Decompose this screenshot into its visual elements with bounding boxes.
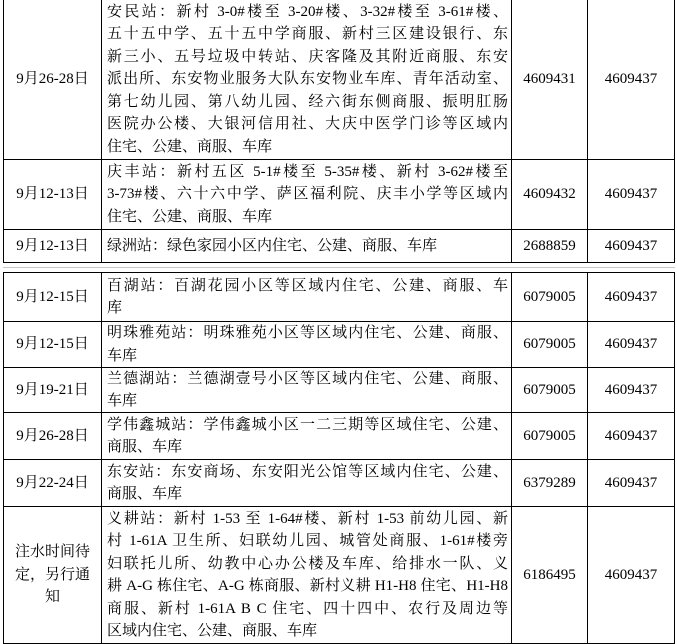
station-cell bbox=[102, 322, 512, 367]
date-cell bbox=[4, 413, 102, 459]
station-line: 百湖站：百湖花园小区等区域内住宅、公建、商服、车 bbox=[107, 277, 508, 294]
phone-number-2-cell bbox=[588, 160, 675, 229]
station-line: 医院办公楼、大银河信用社、大庆中医学门诊等区域内 bbox=[107, 116, 508, 133]
station-cell bbox=[102, 160, 512, 229]
station-cell bbox=[102, 460, 512, 506]
table-section bbox=[3, 272, 675, 644]
station-line: 明珠雅苑站：明珠雅苑小区等区域内住宅、公建、商服、 bbox=[107, 325, 508, 341]
date-cell bbox=[4, 273, 102, 321]
phone-number-1: 6379289 bbox=[523, 474, 576, 491]
station-line: 新三小、五号垃圾中转站、庆客隆及其附近商服、东安 bbox=[107, 48, 508, 65]
station-line: 耕 A-G 栋住宅、A-G 栋商服、新村义耕 H1-H8 住宅、H1-H8 bbox=[107, 578, 508, 594]
phone-number-1-cell bbox=[512, 322, 588, 367]
phone-number-1-cell bbox=[512, 460, 588, 506]
station-line: 住宅、公建、商服、车库 bbox=[107, 138, 273, 155]
phone-number-1-cell bbox=[512, 368, 588, 412]
phone-number-2: 4609437 bbox=[604, 381, 658, 398]
station-line: 商服、新村 1-61A B C 住宅、四十四中、农行及周边等 bbox=[107, 600, 508, 617]
station-line: 妇联托儿所、幼教中心办公楼及车库、给排水一队、义 bbox=[107, 555, 508, 572]
station-line: 兰德湖站：兰德湖壹号小区等区域内住宅、公建、商服、 bbox=[107, 370, 508, 387]
station-line: 庆丰站：新村五区 5-1#楼至 5-35#楼、新村 3-62#楼至 bbox=[107, 163, 508, 180]
phone-number-1: 6079005 bbox=[523, 336, 576, 352]
phone-number-2-cell bbox=[588, 507, 675, 643]
station-line: 东安站：东安商场、东安阳光公馆等区域内住宅、公建、 bbox=[107, 463, 508, 480]
phone-number-2-cell bbox=[588, 413, 675, 459]
phone-number-1: 4609432 bbox=[523, 186, 576, 202]
phone-number-1-cell bbox=[512, 507, 588, 643]
station-line: 派出所、东安物业服务大队东安物业车库、青年活动室、 bbox=[107, 71, 508, 88]
station-line: 车库 bbox=[107, 347, 138, 364]
date-cell bbox=[4, 0, 102, 159]
station-line: 学伟鑫城站：学伟鑫城小区一二三期等区域住宅、公建、 bbox=[107, 416, 508, 433]
station-line: 3-73#楼、六十六中学、萨区福利院、庆丰小学等区域内 bbox=[107, 186, 508, 203]
date-text: 9月26-28日 bbox=[16, 71, 89, 88]
phone-number-1: 2688859 bbox=[523, 237, 576, 254]
table-row bbox=[4, 368, 675, 413]
station-cell bbox=[102, 507, 512, 643]
phone-number-1-cell bbox=[512, 0, 588, 159]
station-line: 商服、车库 bbox=[107, 439, 183, 455]
date-cell bbox=[4, 507, 102, 643]
station-line: 第七幼儿园、第八幼儿园、经六街东侧商服、振明肛肠 bbox=[107, 93, 508, 110]
station-line: 五十五中学、五十五中学商服、新村三区建设银行、东 bbox=[107, 26, 508, 43]
date-cell bbox=[4, 322, 102, 367]
table-row bbox=[4, 460, 675, 507]
phone-number-1-cell bbox=[512, 160, 588, 229]
station-line: 区域内住宅、公建、商服、车库 bbox=[107, 623, 318, 639]
date-text: 定，另行通 bbox=[14, 566, 90, 583]
table-row bbox=[4, 413, 675, 460]
station-line: 库 bbox=[107, 300, 123, 316]
table-row bbox=[4, 0, 675, 160]
table-row bbox=[4, 322, 675, 368]
date-text: 9月26-28日 bbox=[16, 427, 89, 444]
date-text: 9月19-21日 bbox=[16, 381, 89, 398]
phone-number-1-cell bbox=[512, 230, 588, 262]
station-cell bbox=[102, 230, 512, 262]
date-text: 9月12-15日 bbox=[16, 288, 89, 305]
table-row bbox=[4, 160, 675, 230]
phone-number-1: 6186495 bbox=[523, 566, 576, 583]
station-line: 车库 bbox=[107, 393, 138, 409]
phone-number-2-cell bbox=[588, 0, 675, 159]
station-line: 绿洲站：绿色家园小区内住宅、公建、商服、车库 bbox=[107, 237, 438, 254]
station-cell bbox=[102, 0, 512, 159]
table-row bbox=[4, 273, 675, 322]
date-cell bbox=[4, 368, 102, 412]
table-section bbox=[3, 0, 675, 263]
station-line: 村 1-61A 卫生所、妇联幼儿园、城管处商服、1-61#楼旁 bbox=[107, 533, 508, 549]
phone-number-1: 6079005 bbox=[523, 288, 576, 305]
date-cell bbox=[4, 230, 102, 262]
date-text: 知 bbox=[44, 589, 60, 606]
phone-number-2: 4609437 bbox=[604, 336, 658, 352]
phone-number-2: 4609437 bbox=[604, 427, 658, 444]
phone-number-1: 6079005 bbox=[523, 381, 576, 398]
phone-number-1-cell bbox=[512, 273, 588, 321]
phone-number-2: 4609437 bbox=[604, 566, 658, 583]
date-cell bbox=[4, 460, 102, 506]
station-line: 义耕站：新村 1-53 至 1-64#楼、新村 1-53 前幼儿园、新 bbox=[107, 510, 508, 527]
table-row bbox=[4, 230, 675, 263]
station-cell bbox=[102, 413, 512, 459]
phone-number-2: 4609437 bbox=[604, 237, 658, 254]
station-line: 商服、车库 bbox=[107, 486, 183, 502]
phone-number-1-cell bbox=[512, 413, 588, 459]
date-text: 9月12-15日 bbox=[16, 336, 89, 353]
date-cell bbox=[4, 160, 102, 229]
station-cell bbox=[102, 273, 512, 321]
date-text: 9月12-13日 bbox=[16, 237, 89, 254]
station-line: 住宅、公建、商服、车库 bbox=[107, 208, 273, 225]
phone-number-2-cell bbox=[588, 273, 675, 321]
phone-number-1: 4609431 bbox=[523, 71, 576, 87]
page-break-divider bbox=[3, 263, 675, 272]
phone-number-1: 6079005 bbox=[523, 427, 576, 444]
date-text: 9月22-24日 bbox=[16, 474, 89, 491]
phone-number-2: 4609437 bbox=[604, 474, 658, 491]
date-text: 9月12-13日 bbox=[16, 186, 89, 203]
table-row bbox=[4, 507, 675, 644]
phone-number-2: 4609437 bbox=[604, 71, 658, 87]
phone-number-2: 4609437 bbox=[604, 288, 658, 305]
date-text: 注水时间待 bbox=[14, 544, 90, 561]
phone-number-2-cell bbox=[588, 322, 675, 367]
station-line: 安民站：新村 3-0#楼至 3-20#楼、3-32#楼至 3-61#楼、 bbox=[107, 3, 508, 20]
station-cell bbox=[102, 368, 512, 412]
phone-number-2-cell bbox=[588, 368, 675, 412]
phone-number-2-cell bbox=[588, 230, 675, 262]
phone-number-2-cell bbox=[588, 460, 675, 506]
phone-number-2: 4609437 bbox=[604, 186, 658, 202]
